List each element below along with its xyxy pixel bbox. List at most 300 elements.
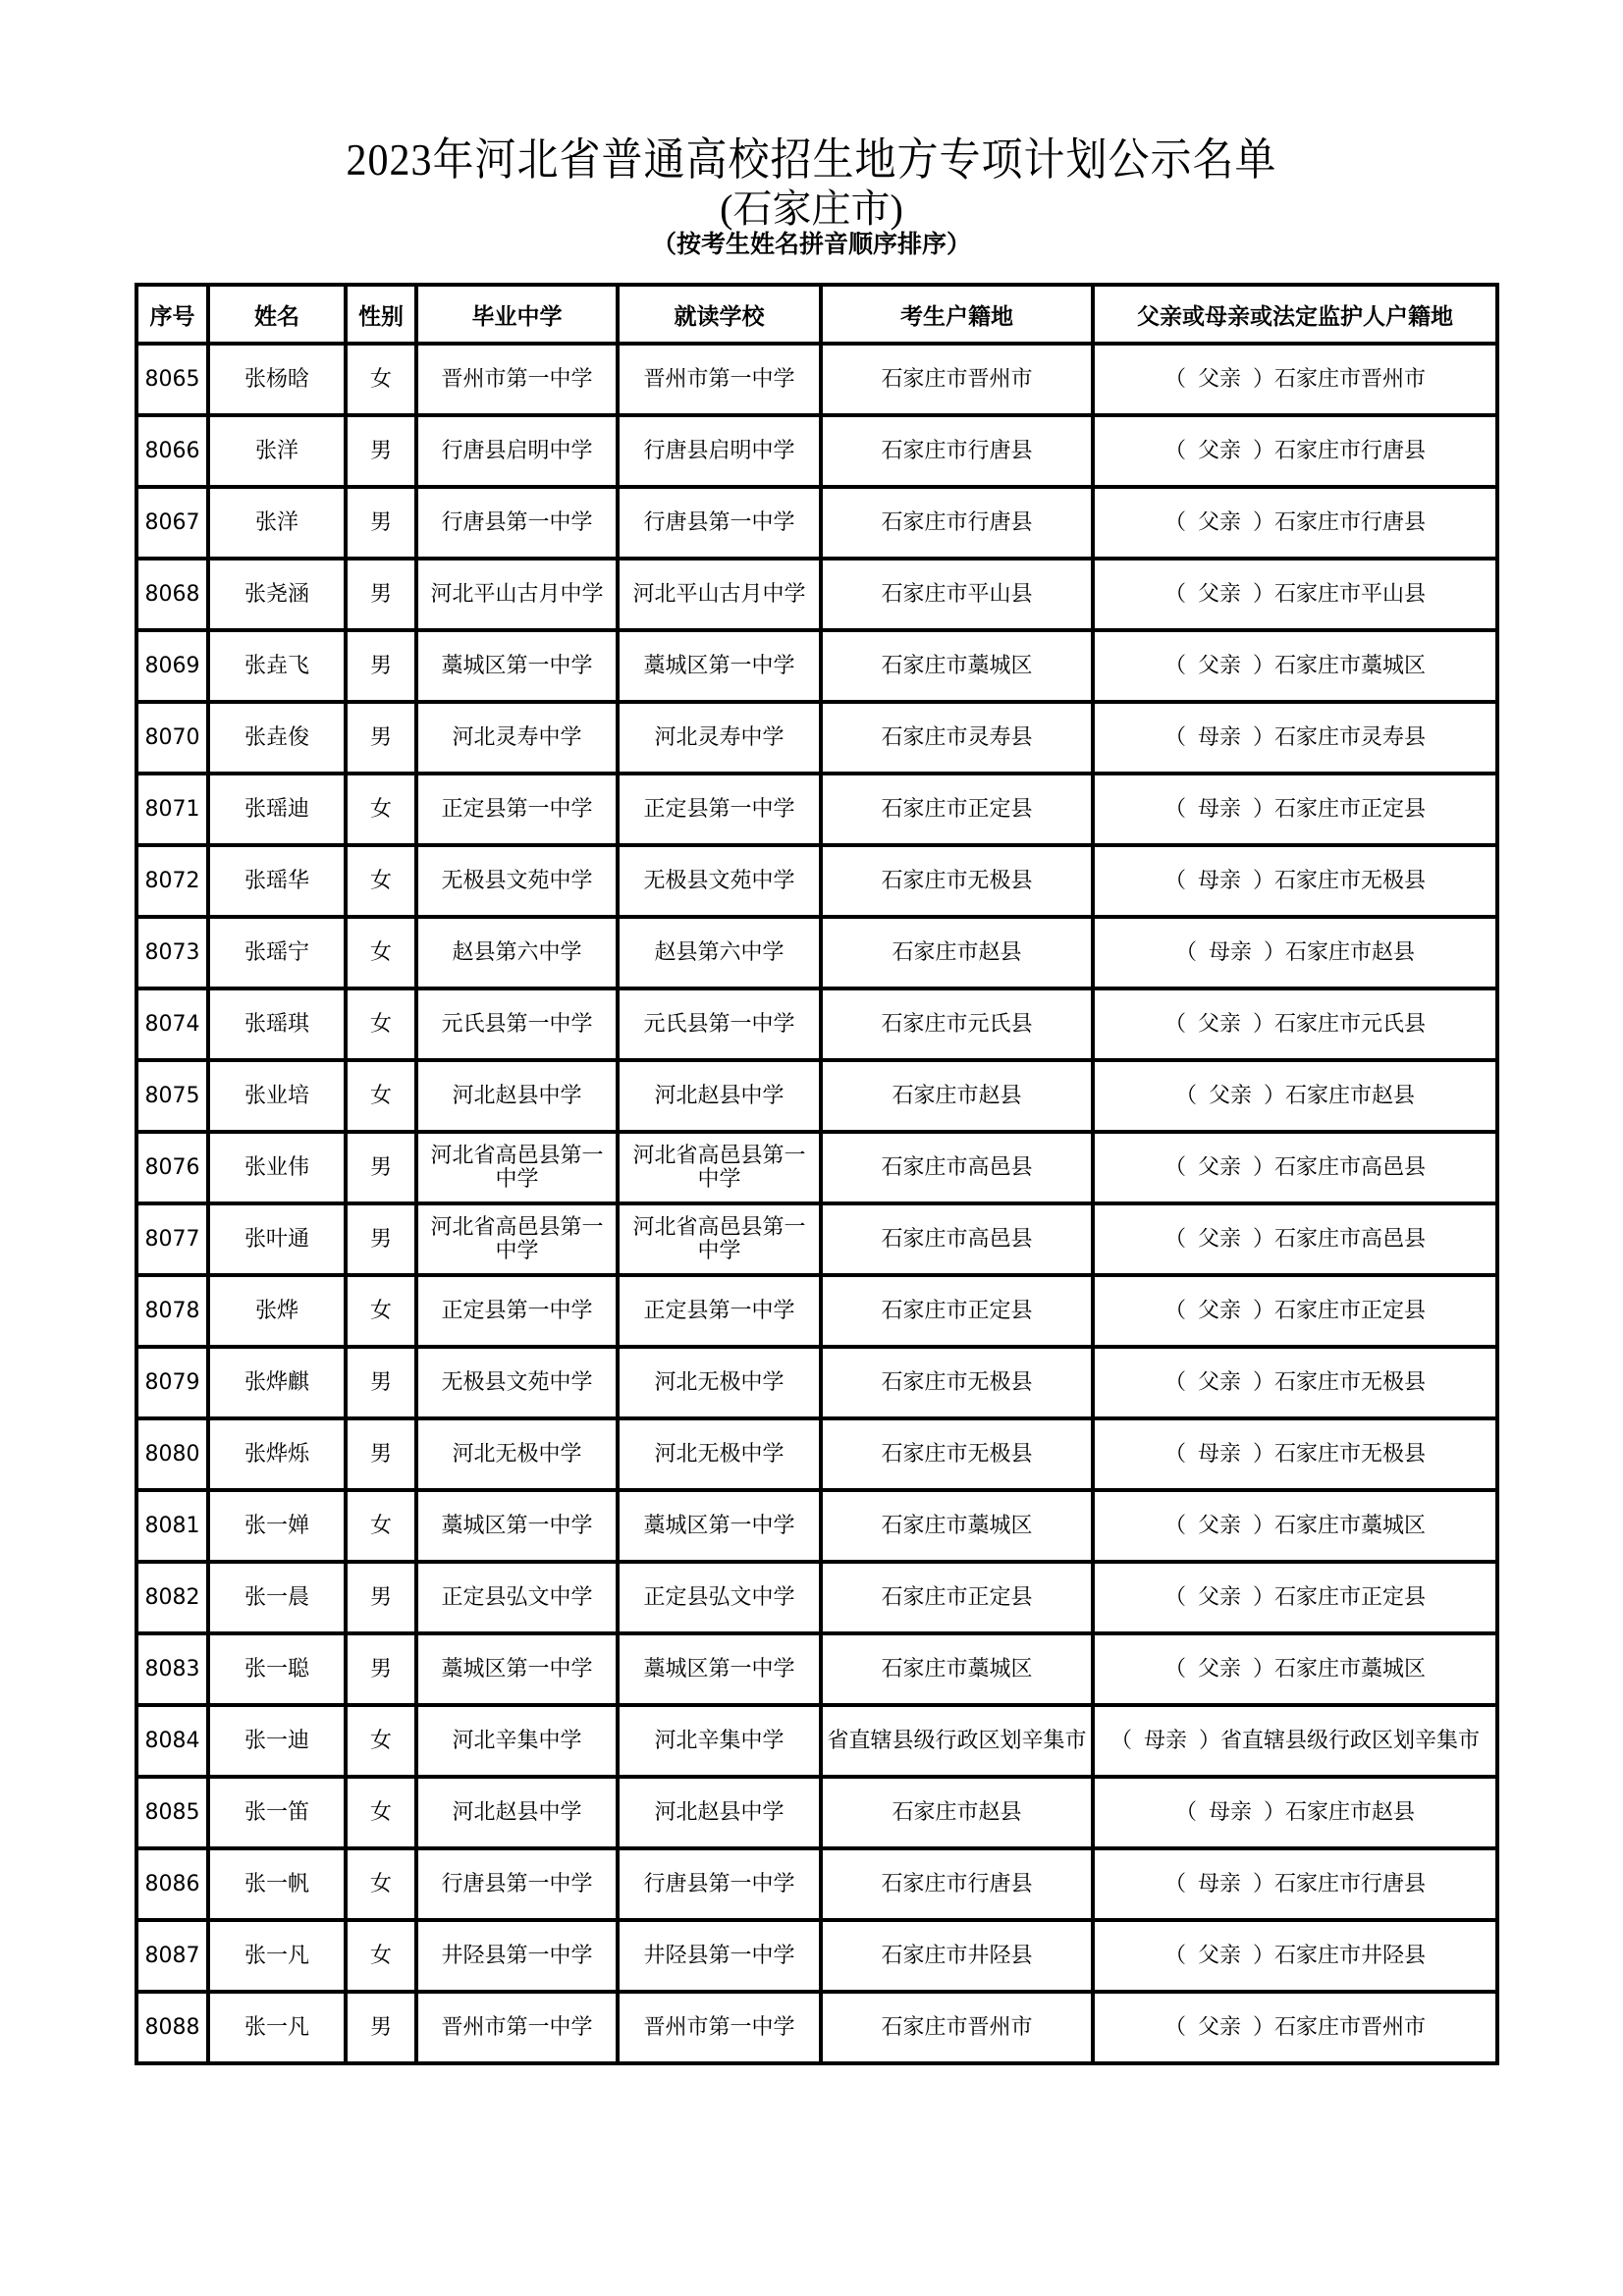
- cell-guardian-hukou: [1093, 487, 1497, 559]
- guardian-hukou-text: 石家庄市无极县: [1274, 868, 1427, 893]
- cell-grad-school: 河北平山古月中学: [416, 559, 618, 630]
- cell-hukou: 石家庄市晋州市: [821, 1992, 1093, 2063]
- close-paren: ）: [1253, 653, 1275, 678]
- guardian-relation: 父亲: [1197, 1513, 1241, 1538]
- open-paren: （: [1163, 581, 1186, 607]
- cell-id: 8072: [136, 845, 208, 917]
- cell-gender: 男: [346, 1418, 416, 1490]
- guardian-relation: 母亲: [1197, 1441, 1241, 1467]
- cell-id: 8066: [136, 415, 208, 487]
- cell-hukou: 石家庄市藁城区: [821, 1490, 1093, 1562]
- guardian-hukou-text: 石家庄市平山县: [1274, 581, 1427, 607]
- cell-current-school: 晋州市第一中学: [618, 344, 821, 415]
- header-gender: 性别: [346, 285, 416, 344]
- cell-name: 张垚飞: [208, 630, 346, 702]
- cell-name: 张一笛: [208, 1777, 346, 1848]
- cell-hukou: 石家庄市井陉县: [821, 1920, 1093, 1992]
- cell-gender: 男: [346, 1132, 416, 1203]
- guardian-relation: 母亲: [1208, 939, 1252, 965]
- table-row: [136, 988, 1497, 1060]
- cell-guardian-hukou: [1093, 1562, 1497, 1633]
- guardian-relation: 父亲: [1197, 653, 1241, 678]
- cell-gender: 女: [346, 1920, 416, 1992]
- cell-current-school: 正定县弘文中学: [618, 1562, 821, 1633]
- sort-note: （按考生姓名拼音顺序排序）: [651, 230, 971, 258]
- table-row: [136, 1992, 1497, 2063]
- cell-current-school: 河北省高邑县第一中学: [618, 1132, 821, 1203]
- cell-name: 张一凡: [208, 1920, 346, 1992]
- close-paren: ）: [1253, 438, 1275, 463]
- open-paren: （: [1163, 1441, 1186, 1467]
- cell-name: 张洋: [208, 415, 346, 487]
- cell-gender: 女: [346, 988, 416, 1060]
- cell-current-school: 河北赵县中学: [618, 1777, 821, 1848]
- guardian-relation: 父亲: [1197, 1943, 1241, 1968]
- guardian-hukou-text: 石家庄市正定县: [1274, 1298, 1427, 1323]
- cell-current-school: 元氏县第一中学: [618, 988, 821, 1060]
- cell-hukou: 石家庄市行唐县: [821, 487, 1093, 559]
- cell-grad-school: 河北辛集中学: [416, 1705, 618, 1777]
- table-row: [136, 845, 1497, 917]
- cell-grad-school: 正定县弘文中学: [416, 1562, 618, 1633]
- cell-guardian-hukou: [1093, 702, 1497, 774]
- cell-hukou: 石家庄市行唐县: [821, 415, 1093, 487]
- cell-current-school: 藁城区第一中学: [618, 1633, 821, 1705]
- close-paren: ）: [1253, 724, 1275, 750]
- cell-name: 张烨麒: [208, 1347, 346, 1418]
- guardian-hukou-text: 石家庄市元氏县: [1274, 1011, 1427, 1037]
- table-row: [136, 1275, 1497, 1347]
- close-paren: ）: [1253, 1584, 1275, 1610]
- guardian-relation: 父亲: [1197, 1298, 1241, 1323]
- cell-current-school: 晋州市第一中学: [618, 1992, 821, 2063]
- guardian-hukou-text: 石家庄市高邑县: [1274, 1226, 1427, 1252]
- cell-gender: 女: [346, 344, 416, 415]
- cell-current-school: 藁城区第一中学: [618, 630, 821, 702]
- cell-hukou: 石家庄市正定县: [821, 1275, 1093, 1347]
- cell-grad-school: 河北赵县中学: [416, 1060, 618, 1132]
- close-paren: ）: [1253, 868, 1275, 893]
- cell-name: 张业伟: [208, 1132, 346, 1203]
- cell-current-school: 河北辛集中学: [618, 1705, 821, 1777]
- cell-gender: 男: [346, 559, 416, 630]
- cell-current-school: 河北无极中学: [618, 1418, 821, 1490]
- open-paren: （: [1163, 796, 1186, 822]
- table-row: [136, 487, 1497, 559]
- cell-id: 8073: [136, 917, 208, 988]
- cell-name: 张瑶华: [208, 845, 346, 917]
- close-paren: ）: [1264, 939, 1286, 965]
- cell-guardian-hukou: [1093, 1060, 1497, 1132]
- cell-grad-school: 河北赵县中学: [416, 1777, 618, 1848]
- guardian-hukou-text: 石家庄市行唐县: [1274, 438, 1427, 463]
- table-row: [136, 1490, 1497, 1562]
- cell-guardian-hukou: [1093, 1920, 1497, 1992]
- cell-grad-school: 藁城区第一中学: [416, 1490, 618, 1562]
- close-paren: ）: [1253, 1441, 1275, 1467]
- header-current-school: 就读学校: [618, 285, 821, 344]
- cell-gender: 男: [346, 1992, 416, 2063]
- close-paren: ）: [1253, 509, 1275, 535]
- cell-id: 8070: [136, 702, 208, 774]
- cell-grad-school: 晋州市第一中学: [416, 344, 618, 415]
- guardian-relation: 父亲: [1197, 1656, 1241, 1682]
- header-name: 姓名: [208, 285, 346, 344]
- guardian-relation: 父亲: [1197, 581, 1241, 607]
- open-paren: （: [1163, 1584, 1186, 1610]
- cell-grad-school: 元氏县第一中学: [416, 988, 618, 1060]
- cell-guardian-hukou: [1093, 1777, 1497, 1848]
- guardian-relation: 父亲: [1197, 1011, 1241, 1037]
- cell-grad-school: 正定县第一中学: [416, 774, 618, 845]
- table-row: [136, 1132, 1497, 1203]
- guardian-hukou-text: 石家庄市赵县: [1285, 1799, 1416, 1825]
- guardian-hukou-text: 石家庄市正定县: [1274, 796, 1427, 822]
- open-paren: （: [1174, 1799, 1197, 1825]
- cell-gender: 女: [346, 1060, 416, 1132]
- cell-current-school: 赵县第六中学: [618, 917, 821, 988]
- close-paren: ）: [1253, 1369, 1275, 1395]
- close-paren: ）: [1253, 796, 1275, 822]
- cell-name: 张一聪: [208, 1633, 346, 1705]
- guardian-hukou-text: 石家庄市赵县: [1285, 939, 1416, 965]
- cell-current-school: 行唐县第一中学: [618, 487, 821, 559]
- cell-hukou: 石家庄市无极县: [821, 1347, 1093, 1418]
- close-paren: ）: [1253, 1943, 1275, 1968]
- guardian-relation: 母亲: [1143, 1728, 1187, 1753]
- cell-gender: 女: [346, 1275, 416, 1347]
- cell-guardian-hukou: [1093, 1132, 1497, 1203]
- table-row: [136, 1060, 1497, 1132]
- guardian-relation: 父亲: [1197, 509, 1241, 535]
- cell-name: 张业培: [208, 1060, 346, 1132]
- guardian-relation: 父亲: [1208, 1083, 1252, 1108]
- guardian-hukou-text: 石家庄市赵县: [1285, 1083, 1416, 1108]
- cell-current-school: 行唐县启明中学: [618, 415, 821, 487]
- open-paren: （: [1163, 1011, 1186, 1037]
- cell-current-school: 井陉县第一中学: [618, 1920, 821, 1992]
- cell-guardian-hukou: [1093, 917, 1497, 988]
- cell-current-school: 河北省高邑县第一中学: [618, 1203, 821, 1275]
- close-paren: ）: [1253, 2014, 1275, 2040]
- table-row: [136, 415, 1497, 487]
- cell-guardian-hukou: [1093, 845, 1497, 917]
- table-row: [136, 1347, 1497, 1418]
- cell-current-school: 河北赵县中学: [618, 1060, 821, 1132]
- cell-gender: 男: [346, 702, 416, 774]
- open-paren: （: [1163, 1154, 1186, 1180]
- cell-name: 张瑶迪: [208, 774, 346, 845]
- guardian-hukou-text: 石家庄市井陉县: [1274, 1943, 1427, 1968]
- cell-name: 张叶通: [208, 1203, 346, 1275]
- cell-guardian-hukou: [1093, 415, 1497, 487]
- cell-id: 8071: [136, 774, 208, 845]
- cell-gender: 女: [346, 1490, 416, 1562]
- cell-hukou: 石家庄市赵县: [821, 1060, 1093, 1132]
- open-paren: （: [1163, 1656, 1186, 1682]
- table-row: [136, 1848, 1497, 1920]
- guardian-relation: 母亲: [1208, 1799, 1252, 1825]
- cell-name: 张一婵: [208, 1490, 346, 1562]
- guardian-hukou-text: 石家庄市藁城区: [1274, 653, 1427, 678]
- cell-grad-school: 无极县文苑中学: [416, 845, 618, 917]
- cell-grad-school: 河北灵寿中学: [416, 702, 618, 774]
- close-paren: ）: [1264, 1799, 1286, 1825]
- cell-name: 张尧涵: [208, 559, 346, 630]
- close-paren: ）: [1253, 1298, 1275, 1323]
- cell-hukou: 石家庄市正定县: [821, 1562, 1093, 1633]
- guardian-hukou-text: 石家庄市晋州市: [1274, 366, 1427, 392]
- cell-gender: 男: [346, 630, 416, 702]
- table-row: [136, 559, 1497, 630]
- cell-name: 张一凡: [208, 1992, 346, 2063]
- cell-gender: 男: [346, 1633, 416, 1705]
- cell-hukou: 石家庄市行唐县: [821, 1848, 1093, 1920]
- cell-grad-school: 行唐县第一中学: [416, 487, 618, 559]
- cell-hukou: 石家庄市藁城区: [821, 630, 1093, 702]
- table-row: [136, 1203, 1497, 1275]
- guardian-hukou-text: 石家庄市灵寿县: [1274, 724, 1427, 750]
- guardian-relation: 父亲: [1197, 1154, 1241, 1180]
- cell-gender: 女: [346, 774, 416, 845]
- cell-grad-school: 河北无极中学: [416, 1418, 618, 1490]
- table-row: [136, 917, 1497, 988]
- guardian-hukou-text: 省直辖县级行政区划辛集市: [1220, 1728, 1481, 1753]
- cell-gender: 男: [346, 415, 416, 487]
- guardian-relation: 母亲: [1197, 724, 1241, 750]
- guardian-hukou-text: 石家庄市藁城区: [1274, 1513, 1427, 1538]
- cell-hukou: 石家庄市赵县: [821, 1777, 1093, 1848]
- guardian-hukou-text: 石家庄市正定县: [1274, 1584, 1427, 1610]
- close-paren: ）: [1199, 1728, 1221, 1753]
- cell-id: 8065: [136, 344, 208, 415]
- cell-current-school: 正定县第一中学: [618, 1275, 821, 1347]
- open-paren: （: [1163, 868, 1186, 893]
- cell-name: 张瑶宁: [208, 917, 346, 988]
- cell-id: 8077: [136, 1203, 208, 1275]
- cell-guardian-hukou: [1093, 1992, 1497, 2063]
- close-paren: ）: [1253, 366, 1275, 392]
- table-row: [136, 1920, 1497, 1992]
- guardian-relation: 父亲: [1197, 1369, 1241, 1395]
- cell-hukou: 石家庄市无极县: [821, 845, 1093, 917]
- guardian-relation: 母亲: [1197, 1871, 1241, 1896]
- cell-id: 8074: [136, 988, 208, 1060]
- cell-name: 张杨晗: [208, 344, 346, 415]
- cell-grad-school: 藁城区第一中学: [416, 630, 618, 702]
- cell-name: 张洋: [208, 487, 346, 559]
- cell-id: 8068: [136, 559, 208, 630]
- open-paren: （: [1163, 1513, 1186, 1538]
- header-grad-school: 毕业中学: [416, 285, 618, 344]
- close-paren: ）: [1253, 1513, 1275, 1538]
- cell-id: 8083: [136, 1633, 208, 1705]
- table-row: [136, 344, 1497, 415]
- cell-gender: 男: [346, 1203, 416, 1275]
- cell-name: 张瑶琪: [208, 988, 346, 1060]
- cell-guardian-hukou: [1093, 1347, 1497, 1418]
- open-paren: （: [1163, 366, 1186, 392]
- cell-hukou: 石家庄市无极县: [821, 1418, 1093, 1490]
- cell-grad-school: 河北省高邑县第一中学: [416, 1203, 618, 1275]
- open-paren: （: [1174, 939, 1197, 965]
- cell-id: 8081: [136, 1490, 208, 1562]
- open-paren: （: [1163, 1298, 1186, 1323]
- close-paren: ）: [1253, 1656, 1275, 1682]
- cell-hukou: 石家庄市平山县: [821, 559, 1093, 630]
- cell-current-school: 藁城区第一中学: [618, 1490, 821, 1562]
- document-title: 2023年河北省普通高校招生地方专项计划公示名单: [346, 136, 1277, 186]
- table-row: [136, 774, 1497, 845]
- table-row: [136, 1705, 1497, 1777]
- cell-gender: 男: [346, 1347, 416, 1418]
- cell-id: 8082: [136, 1562, 208, 1633]
- guardian-hukou-text: 石家庄市行唐县: [1274, 509, 1427, 535]
- cell-id: 8078: [136, 1275, 208, 1347]
- open-paren: （: [1163, 1369, 1186, 1395]
- document-subtitle: (石家庄市): [720, 187, 903, 231]
- cell-current-school: 正定县第一中学: [618, 774, 821, 845]
- guardian-hukou-text: 石家庄市行唐县: [1274, 1871, 1427, 1896]
- cell-grad-school: 赵县第六中学: [416, 917, 618, 988]
- cell-hukou: 石家庄市高邑县: [821, 1203, 1093, 1275]
- cell-gender: 男: [346, 1562, 416, 1633]
- open-paren: （: [1174, 1083, 1197, 1108]
- cell-grad-school: 河北省高邑县第一中学: [416, 1132, 618, 1203]
- cell-hukou: 石家庄市正定县: [821, 774, 1093, 845]
- cell-hukou: 石家庄市高邑县: [821, 1132, 1093, 1203]
- guardian-relation: 母亲: [1197, 796, 1241, 822]
- guardian-hukou-text: 石家庄市无极县: [1274, 1441, 1427, 1467]
- guardian-relation: 父亲: [1197, 366, 1241, 392]
- cell-gender: 女: [346, 845, 416, 917]
- table-row: [136, 702, 1497, 774]
- table-row: [136, 630, 1497, 702]
- cell-guardian-hukou: [1093, 559, 1497, 630]
- cell-current-school: 河北平山古月中学: [618, 559, 821, 630]
- cell-hukou: 石家庄市晋州市: [821, 344, 1093, 415]
- table-row: [136, 1633, 1497, 1705]
- close-paren: ）: [1253, 1154, 1275, 1180]
- cell-name: 张垚俊: [208, 702, 346, 774]
- open-paren: （: [1163, 1871, 1186, 1896]
- guardian-relation: 父亲: [1197, 1584, 1241, 1610]
- close-paren: ）: [1253, 1226, 1275, 1252]
- cell-hukou: 石家庄市赵县: [821, 917, 1093, 988]
- guardian-relation: 父亲: [1197, 1226, 1241, 1252]
- cell-name: 张烨烁: [208, 1418, 346, 1490]
- cell-guardian-hukou: [1093, 1633, 1497, 1705]
- cell-grad-school: 行唐县第一中学: [416, 1848, 618, 1920]
- cell-id: 8067: [136, 487, 208, 559]
- guardian-hukou-text: 石家庄市藁城区: [1274, 1656, 1427, 1682]
- cell-grad-school: 藁城区第一中学: [416, 1633, 618, 1705]
- table-row: [136, 1777, 1497, 1848]
- open-paren: （: [1163, 1943, 1186, 1968]
- cell-guardian-hukou: [1093, 1848, 1497, 1920]
- open-paren: （: [1109, 1728, 1132, 1753]
- close-paren: ）: [1253, 1871, 1275, 1896]
- header-hukou: 考生户籍地: [821, 285, 1093, 344]
- table-row: [136, 1418, 1497, 1490]
- cell-name: 张烨: [208, 1275, 346, 1347]
- cell-hukou: 省直辖县级行政区划辛集市: [821, 1705, 1093, 1777]
- guardian-relation: 母亲: [1197, 868, 1241, 893]
- header-guardian-hukou: 父亲或母亲或法定监护人户籍地: [1093, 285, 1497, 344]
- cell-id: 8085: [136, 1777, 208, 1848]
- close-paren: ）: [1264, 1083, 1286, 1108]
- table-row: [136, 1562, 1497, 1633]
- cell-guardian-hukou: [1093, 1275, 1497, 1347]
- cell-guardian-hukou: [1093, 630, 1497, 702]
- cell-id: 8088: [136, 1992, 208, 2063]
- cell-guardian-hukou: [1093, 1490, 1497, 1562]
- cell-hukou: 石家庄市藁城区: [821, 1633, 1093, 1705]
- cell-id: 8084: [136, 1705, 208, 1777]
- guardian-hukou-text: 石家庄市晋州市: [1274, 2014, 1427, 2040]
- open-paren: （: [1163, 509, 1186, 535]
- cell-name: 张一迪: [208, 1705, 346, 1777]
- admission-list-table: [135, 283, 1499, 2065]
- cell-gender: 女: [346, 1705, 416, 1777]
- cell-guardian-hukou: [1093, 988, 1497, 1060]
- cell-gender: 女: [346, 1777, 416, 1848]
- open-paren: （: [1163, 2014, 1186, 2040]
- cell-grad-school: 井陉县第一中学: [416, 1920, 618, 1992]
- cell-grad-school: 行唐县启明中学: [416, 415, 618, 487]
- cell-id: 8087: [136, 1920, 208, 1992]
- cell-current-school: 无极县文苑中学: [618, 845, 821, 917]
- cell-gender: 女: [346, 917, 416, 988]
- cell-grad-school: 无极县文苑中学: [416, 1347, 618, 1418]
- close-paren: ）: [1253, 581, 1275, 607]
- open-paren: （: [1163, 1226, 1186, 1252]
- cell-id: 8069: [136, 630, 208, 702]
- guardian-hukou-text: 石家庄市无极县: [1274, 1369, 1427, 1395]
- guardian-hukou-text: 石家庄市高邑县: [1274, 1154, 1427, 1180]
- open-paren: （: [1163, 438, 1186, 463]
- cell-id: 8075: [136, 1060, 208, 1132]
- cell-gender: 女: [346, 1848, 416, 1920]
- cell-current-school: 河北无极中学: [618, 1347, 821, 1418]
- cell-grad-school: 晋州市第一中学: [416, 1992, 618, 2063]
- cell-id: 8079: [136, 1347, 208, 1418]
- close-paren: ）: [1253, 1011, 1275, 1037]
- cell-guardian-hukou: [1093, 344, 1497, 415]
- cell-guardian-hukou: [1093, 774, 1497, 845]
- cell-guardian-hukou: [1093, 1203, 1497, 1275]
- cell-name: 张一晨: [208, 1562, 346, 1633]
- guardian-relation: 父亲: [1197, 438, 1241, 463]
- cell-hukou: 石家庄市元氏县: [821, 988, 1093, 1060]
- cell-id: 8076: [136, 1132, 208, 1203]
- cell-guardian-hukou: [1093, 1705, 1497, 1777]
- cell-name: 张一帆: [208, 1848, 346, 1920]
- cell-current-school: 河北灵寿中学: [618, 702, 821, 774]
- cell-id: 8086: [136, 1848, 208, 1920]
- cell-grad-school: 正定县第一中学: [416, 1275, 618, 1347]
- header-id: 序号: [136, 285, 208, 344]
- cell-current-school: 行唐县第一中学: [618, 1848, 821, 1920]
- header-row: [136, 285, 1497, 344]
- open-paren: （: [1163, 724, 1186, 750]
- guardian-relation: 父亲: [1197, 2014, 1241, 2040]
- open-paren: （: [1163, 653, 1186, 678]
- cell-hukou: 石家庄市灵寿县: [821, 702, 1093, 774]
- cell-id: 8080: [136, 1418, 208, 1490]
- cell-guardian-hukou: [1093, 1418, 1497, 1490]
- cell-gender: 男: [346, 487, 416, 559]
